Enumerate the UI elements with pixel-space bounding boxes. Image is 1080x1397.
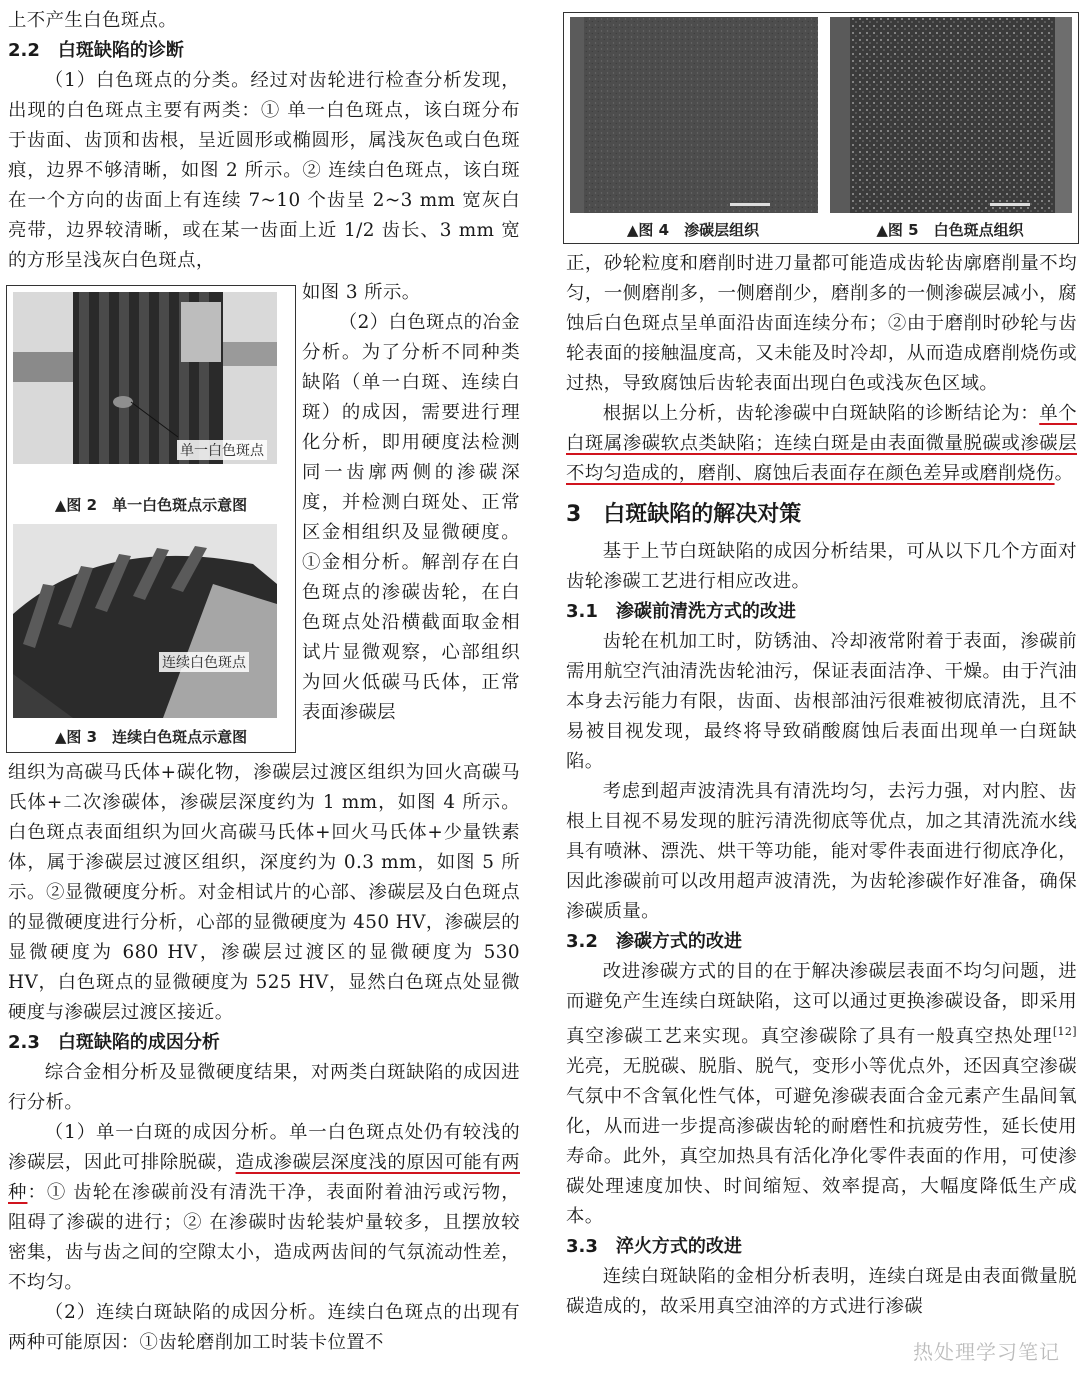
figure-4-5-box [563, 12, 1079, 244]
figure-2-label: 单一白色斑点 [177, 440, 267, 460]
watermark-text: 热处理学习笔记 [913, 1340, 1060, 1364]
paragraph-classification: （1）白色斑点的分类。经过对齿轮进行检查分析发现，出现的白色斑点主要有两类：① 单一白色斑点，该白斑分布于齿面、齿顶和齿根，呈近圆形或椭圆形，属浅灰色或白色斑痕，边界不够清晰，如图 2 所示。② 连续白色斑点，该白斑在一个方向的齿面上有连续 7~10 个齿呈 2~3 mm 宽灰白亮带，边界较清晰，或在某一齿面上近 1/2 齿长、3 mm 宽的方形呈浅灰白色斑点， [8, 70, 520, 271]
section-heading-3-2: 3.2 渗碳方式的改进 [566, 931, 742, 952]
single-spot-text-a: （1）单一白斑的成因分析。单一白色斑点处仍有较浅的渗碳层，因此可排除脱碳， [8, 1122, 520, 1173]
figure-3-label: 连续白色斑点 [159, 652, 249, 672]
paragraph-single-spot-cause [8, 1118, 520, 1298]
figure-2-caption: ▲图 2 单一白色斑点示意图 [54, 496, 248, 514]
section-heading-2-3: 2.3 白斑缺陷的成因分析 [8, 1032, 220, 1053]
paragraph-metallurgical-continued: 组织为高碳马氏体+碳化物，渗碳层过渡区组织为回火高碳马氏体+二次渗碳体，渗碳层深度约为 1 mm，如图 4 所示。白色斑点表面组织为回火高碳马氏体+回火马氏体+少量铁素体，属于渗碳层过渡区组织，深度约为 0.3 mm，如图 5 所示。②显微硬度分析。对金相试片的心部、渗碳层及白色斑点的显微硬度进行分析，心部的显微硬度为 450 HV，渗碳层的显微硬度为 680 HV，渗碳层过渡区的显微硬度为 530 HV，白色斑点的显微硬度为 525 HV，显然白色斑点处显微硬度与渗碳层过渡区接近。 [8, 762, 520, 1023]
figure-3-caption: ▲图 3 连续白色斑点示意图 [54, 728, 248, 746]
gear-continuous-spot-image [13, 524, 277, 718]
paragraph-ultrasonic: 考虑到超声波清洗具有清洗均匀，去污力强，对内腔、齿根上目视不易发现的脏污清洗彻底等优点，加之其清洗流水线具有喷淋、漂洗、烘干等功能，能对零件表面进行彻底净化，因此渗碳前可以改用超声波清洗，为齿轮渗碳作好准备，确保渗碳质量。 [566, 781, 1077, 922]
conclusion-text-b: 。 [1054, 463, 1074, 484]
single-spot-underlined: 造成渗碳层深度浅的原因可能有两种 [8, 1152, 520, 1203]
paragraph-continuous-spot-cause: （2）连续白斑缺陷的成因分析。连续白色斑点的出现有两种可能原因：①齿轮磨削加工时装卡位置不 [8, 1302, 520, 1353]
paragraph-intro-tail: 上不产生白色斑点。 [8, 10, 178, 31]
left-column-continued [8, 758, 520, 1358]
section-heading-3: 3 白斑缺陷的解决对策 [566, 502, 802, 527]
gear-photo-continuous-spot [13, 524, 277, 718]
narrow-text-block [302, 278, 520, 728]
citation-ref: [12] [1052, 1025, 1077, 1038]
section-heading-3-1: 3.1 渗碳前清洗方式的改进 [566, 601, 796, 622]
paragraph-diagnosis-conclusion [566, 399, 1077, 489]
figure-5-caption: ▲图 5 白色斑点组织 [876, 221, 1024, 239]
paragraph-vacuum-carburizing [566, 957, 1077, 1232]
figure-4-caption: ▲图 4 渗碳层组织 [626, 221, 760, 239]
paragraph-quenching: 连续白斑缺陷的金相分析表明，连续白斑是由表面微量脱碳造成的，故采用真空油淬的方式进行渗碳 [566, 1266, 1077, 1318]
gear-photo-single-spot [13, 292, 277, 464]
paragraph-classification-end: 如图 3 所示。 [302, 282, 421, 303]
paragraph-grinding-cause: 正，砂轮粒度和磨削时进刀量都可能造成齿轮齿廓磨削量不均匀，一侧磨削多，一侧磨削少，磨削多的一侧渗碳层减小，腐蚀后白色斑点呈单面沿齿面连续分布；②由于磨削时砂轮与齿轮表面的接触温度高，又未能及时冷却，从而造成磨削烧伤或过热，导致腐蚀后齿轮表面出现白色或浅灰色区域。 [566, 253, 1077, 394]
left-column [8, 0, 520, 276]
section-heading-2-2: 2.2 白斑缺陷的诊断 [8, 40, 184, 61]
paragraph-solutions-intro: 基于上节白斑缺陷的成因分析结果，可从以下几个方面对齿轮渗碳工艺进行相应改进。 [566, 541, 1077, 592]
conclusion-underlined: 单个白斑属渗碳软点类缺陷；连续白斑是由表面微量脱碳或渗碳层不均匀造成的，磨削、腐蚀后表面存在颜色差异或磨削烧伤 [566, 403, 1078, 484]
conclusion-text-a: 根据以上分析，齿轮渗碳中白斑缺陷的诊断结论为： [602, 403, 1040, 424]
micrograph-carburized-layer [570, 17, 818, 213]
right-column [566, 249, 1077, 1322]
micrograph-fig4-image [570, 17, 818, 213]
gear-single-spot-image [13, 292, 277, 464]
vacuum-text-a: 改进渗碳方式的目的在于解决渗碳层表面不均匀问题，进而避免产生连续白斑缺陷，这可以通过更换渗碳设备，即采用真空渗碳工艺来实现。真空渗碳除了具有一般真空热处理 [566, 961, 1077, 1048]
paragraph-cleaning: 齿轮在机加工时，防锈油、冷却液常附着于表面，渗碳前需用航空汽油清洗齿轮油污，保证表面洁净、干燥。由于汽油本身去污能力有限，齿面、齿根部油污很难被彻底清洗，且不易被目视发现，最终将导致硝酸腐蚀后表面出现单一白斑缺陷。 [566, 631, 1077, 772]
micrograph-white-spot [830, 17, 1072, 213]
paragraph-cause-intro: 综合金相分析及显微硬度结果，对两类白斑缺陷的成因进行分析。 [8, 1062, 520, 1113]
single-spot-text-b: ：① 齿轮在渗碳前没有清洗干净，表面附着油污或污物，阻碍了渗碳的进行；② 在渗碳时齿轮装炉量较多，且摆放较密集，齿与齿之间的空隙太小，造成两齿间的气氛流动性差，不均匀。 [8, 1182, 520, 1293]
section-heading-3-3: 3.3 淬火方式的改进 [566, 1236, 742, 1258]
vacuum-text-b: 光亮，无脱碳、脱脂、脱气，变形小等优点外，还因真空渗碳气氛中不含氧化性气体，可避免渗碳表面合金元素产生晶间氧化，从而进一步提高渗碳齿轮的耐磨性和抗疲劳性，延长使用寿命。此外，真空加热具有活化净化零件表面的作用，可使渗碳处理速度加快、时间缩短、效率提高，大幅度降低生产成本。 [566, 1056, 1077, 1228]
figure-2-3-box [6, 285, 296, 753]
micrograph-fig5-image [830, 17, 1072, 213]
paragraph-metallurgical: （2）白色斑点的冶金分析。为了分析不同种类缺陷（单一白斑、连续白斑）的成因，需要进行理化分析，即用硬度法检测同一齿廓两侧的渗碳深度，并检测白斑处、正常区金相组织及显微硬度。①金相分析。解剖存在白色斑点的渗碳齿轮，在白色斑点处沿横截面取金相试片显微观察，心部组织为回火低碳马氏体，正常表面渗碳层 [302, 312, 521, 723]
